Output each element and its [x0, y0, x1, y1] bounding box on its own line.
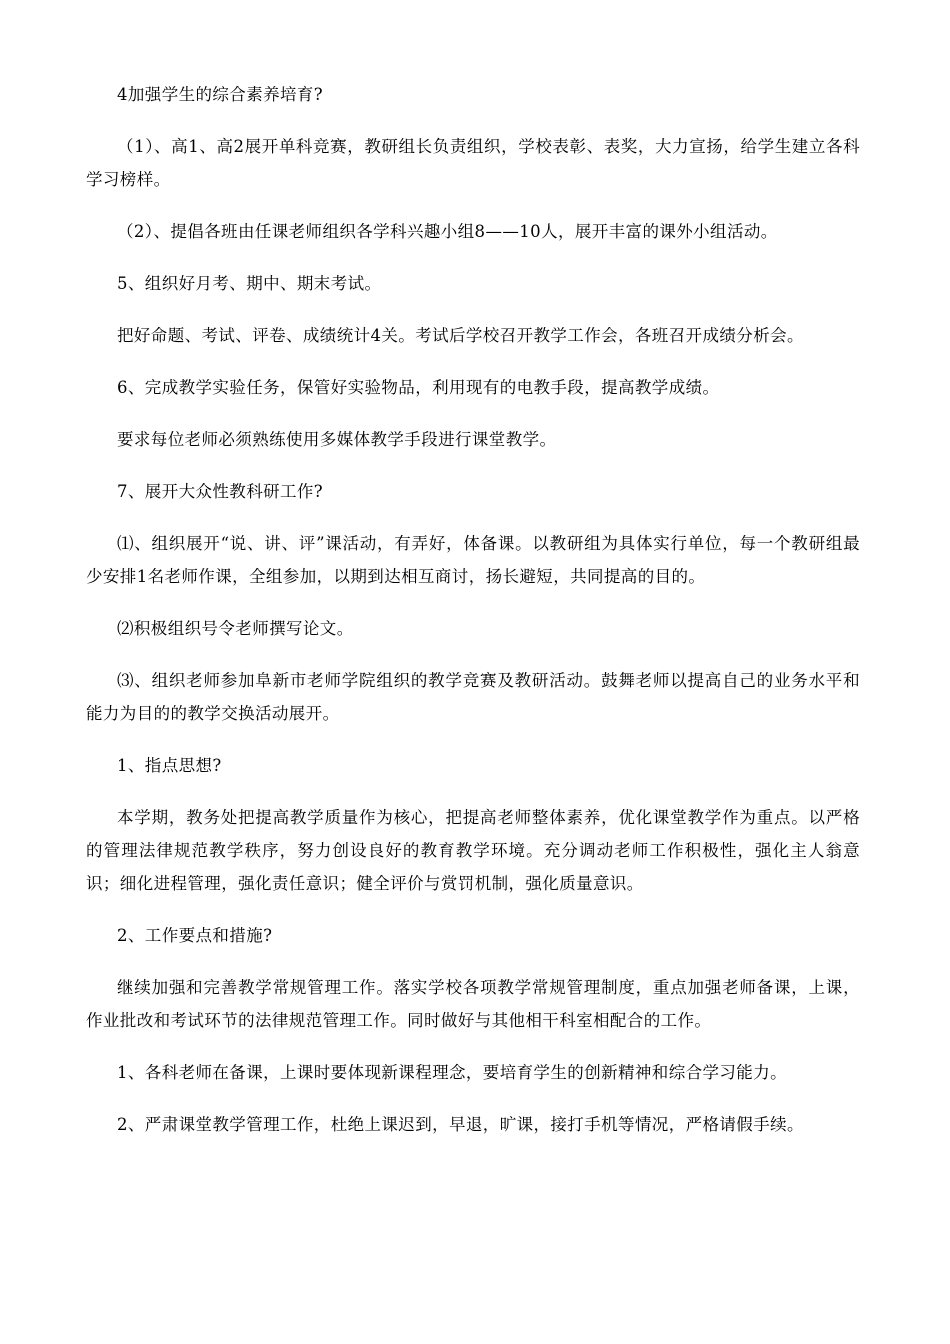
- paragraph-measure-1: 1、各科老师在备课，上课时要体现新课程理念，要培育学生的创新精神和综合学习能力。: [117, 1063, 787, 1082]
- paragraph-research-item-3: ⑶、组织老师参加阜新市老师学院组织的教学竞赛及教研活动。鼓舞老师以提高自己的业务水平和能力为目的的教学交换活动展开。: [86, 671, 860, 723]
- paragraph-exam-details: 把好命题、考试、评卷、成绩统计4关。考试后学校召开教学工作会，各班召开成绩分析会。: [117, 326, 804, 345]
- paragraph-guiding-heading: 1、指点思想?: [117, 756, 222, 775]
- paragraph-heading-7: 7、展开大众性教科研工作?: [117, 482, 324, 501]
- paragraph-heading-5: 5、组织好月考、期中、期末考试。: [117, 274, 382, 293]
- document-body: [86, 78, 860, 1160]
- paragraph-heading-4: 4加强学生的综合素养培育?: [117, 85, 324, 104]
- paragraph-item-1: （1）、高1、高2展开单科竞赛，教研组长负责组织，学校表彰、表奖，大力宣扬，给学生建立各科学习榜样。: [86, 137, 860, 189]
- paragraph-heading-6: 6、完成教学实验任务，保管好实验物品，利用现有的电教手段，提高教学成绩。: [117, 378, 720, 397]
- paragraph-work-points-heading: 2、工作要点和措施?: [117, 926, 273, 945]
- paragraph-measure-2: 2、严肃课堂教学管理工作，杜绝上课迟到，早退，旷课，接打手机等情况，严格请假手续。: [117, 1115, 804, 1134]
- paragraph-research-item-2: ⑵积极组织号令老师撰写论文。: [117, 619, 354, 638]
- paragraph-guiding-body: 本学期，教务处把提高教学质量作为核心，把提高老师整体素养，优化课堂教学作为重点。以严格的管理法律规范教学秩序，努力创设良好的教育教学环境。充分调动老师工作积极性，强化主人翁意识；细化进程管理，强化责任意识；健全评价与赏罚机制，强化质量意识。: [86, 808, 860, 893]
- paragraph-multimedia-requirement: 要求每位老师必须熟练使用多媒体教学手段进行课堂教学。: [117, 430, 557, 449]
- paragraph-item-2: （2）、提倡各班由任课老师组织各学科兴趣小组8——10人，展开丰富的课外小组活动。: [117, 222, 778, 241]
- paragraph-research-item-1: ⑴、组织展开“说、讲、评”课活动，有弄好，体备课。以教研组为具体实行单位，每一个教研组最少安排1名老师作课，全组参加，以期到达相互商讨，扬长避短，共同提高的目的。: [86, 534, 860, 586]
- paragraph-work-points-body: 继续加强和完善教学常规管理工作。落实学校各项教学常规管理制度，重点加强老师备课，上课，作业批改和考试环节的法律规范管理工作。同时做好与其他相干科室相配合的工作。: [86, 978, 860, 1030]
